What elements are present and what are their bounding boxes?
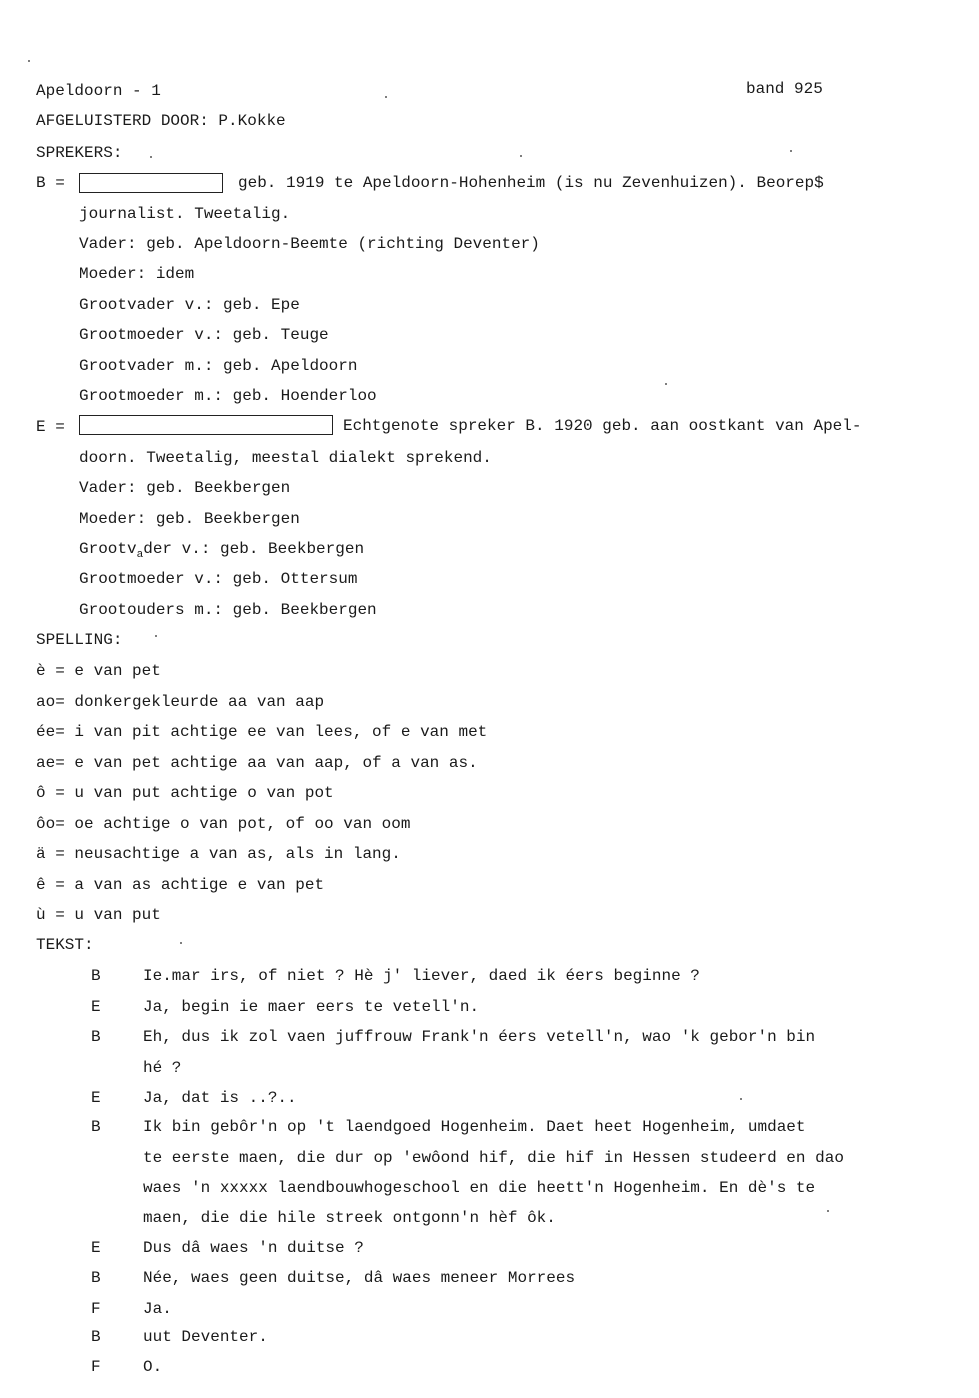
tekst-speaker: B [91, 967, 101, 985]
speaker-e-line2: doorn. Tweetalig, meestal dialekt sprekend. [79, 449, 492, 467]
redacted-name-box [79, 173, 223, 193]
scan-speck [155, 635, 157, 637]
spelling-rule: ô = u van put achtige o van pot [36, 784, 334, 802]
speaker-b-detail: Grootmoeder m.: geb. Hoenderloo [79, 387, 377, 405]
scan-speck [385, 96, 387, 98]
tekst-line: Ja, begin ie maer eers te vetell'n. [143, 998, 480, 1016]
speaker-b-prefix: B = [36, 174, 65, 192]
spelling-rule: ée= i van pit achtige ee van lees, of e van met [36, 723, 488, 741]
tekst-line: Eh, dus ik zol vaen juffrouw Frank'n éers vetell'n, wao 'k gebor'n bin [143, 1028, 816, 1046]
scan-speck [150, 156, 152, 158]
speaker-b-detail: Grootvader m.: geb. Apeldoorn [79, 357, 358, 375]
tekst-speaker: B [91, 1118, 101, 1136]
speaker-e-prefix: E = [36, 418, 65, 436]
tekst-heading: TEKST: [36, 936, 94, 954]
tekst-speaker: E [91, 998, 101, 1016]
scan-speck [520, 155, 522, 157]
speaker-e-detail: Vader: geb. Beekbergen [79, 479, 291, 497]
spelling-rule: ê = a van as achtige e van pet [36, 876, 325, 894]
tekst-line: hé ? [143, 1059, 182, 1077]
tekst-line: Dus dâ waes 'n duitse ? [143, 1239, 364, 1257]
tekst-line: te eerste maen, die dur op 'ewôond hif, die hif in Hessen studeerd en dao [143, 1149, 844, 1167]
tekst-line: Ja. [143, 1300, 172, 1318]
speaker-e-detail: Grootmoeder v.: geb. Ottersum [79, 570, 358, 588]
speaker-b-detail: Vader: geb. Apeldoorn-Beemte (richting Deventer) [79, 235, 540, 253]
spelling-rule: è = e van pet [36, 662, 161, 680]
scan-speck [790, 150, 792, 152]
tekst-speaker: E [91, 1089, 101, 1107]
tekst-speaker: B [91, 1028, 101, 1046]
tekst-speaker: B [91, 1269, 101, 1287]
speaker-e-detail-grootvader: Grootv$_a$der v.: geb. Beekbergen [79, 540, 365, 561]
speaker-e-line1: Echtgenote spreker B. 1920 geb. aan oostkant van Apel- [343, 417, 862, 435]
scan-speck [665, 383, 667, 385]
speaker-b-line1: geb. 1919 te Apeldoorn-Hohenheim (is nu Zevenhuizen). Beorep$ [238, 174, 824, 192]
spelling-rule: ôo= oe achtige o van pot, of oo van oom [36, 815, 411, 833]
tekst-line: uut Deventer. [143, 1328, 268, 1346]
tekst-line: Ik bin gebôr'n op 't laendgoed Hogenheim. Daet heet Hogenheim, umdaet [143, 1118, 806, 1136]
scan-speck [740, 1098, 742, 1100]
speaker-e-detail: Grootouders m.: geb. Beekbergen [79, 601, 377, 619]
tekst-line: Née, waes geen duitse, dâ waes meneer Morrees [143, 1269, 576, 1287]
tekst-speaker: F [91, 1300, 101, 1318]
scan-speck [180, 942, 182, 944]
tekst-line: Ie.mar irs, of niet ? Hè j' liever, daed ik éers beginne ? [143, 967, 700, 985]
tekst-line: O. [143, 1358, 163, 1376]
speaker-e-detail: Moeder: geb. Beekbergen [79, 510, 300, 528]
tekst-line: Ja, dat is ..?.. [143, 1089, 297, 1107]
speaker-b-detail: Moeder: idem [79, 265, 195, 283]
speaker-b-line2: journalist. Tweetalig. [79, 205, 291, 223]
spelling-rule: ù = u van put [36, 906, 161, 924]
spelling-rule: ao= donkergekleurde aa van aap [36, 693, 325, 711]
location-title: Apeldoorn - 1 [36, 82, 161, 100]
band-number: band 925 [746, 80, 823, 98]
tekst-line: maen, die die hile streek ontgonn'n hèf ôk. [143, 1209, 556, 1227]
recorded-by: AFGELUISTERD DOOR: P.Kokke [36, 112, 286, 130]
tekst-speaker: E [91, 1239, 101, 1257]
tekst-speaker: B [91, 1328, 101, 1346]
speaker-b-detail: Grootmoeder v.: geb. Teuge [79, 326, 329, 344]
spelling-heading: SPELLING: [36, 631, 123, 649]
scan-speck [827, 1210, 829, 1212]
spelling-rule: ä = neusachtige a van as, als in lang. [36, 845, 401, 863]
spelling-rule: ae= e van pet achtige aa van aap, of a van as. [36, 754, 478, 772]
tekst-speaker: F [91, 1358, 101, 1376]
speakers-heading: SPREKERS: [36, 144, 123, 162]
scan-speck [28, 60, 30, 62]
speaker-b-detail: Grootvader v.: geb. Epe [79, 296, 300, 314]
redacted-name-box [79, 415, 333, 435]
tekst-line: waes 'n xxxxx laendbouwhogeschool en die heett'n Hogenheim. En dè's te [143, 1179, 816, 1197]
